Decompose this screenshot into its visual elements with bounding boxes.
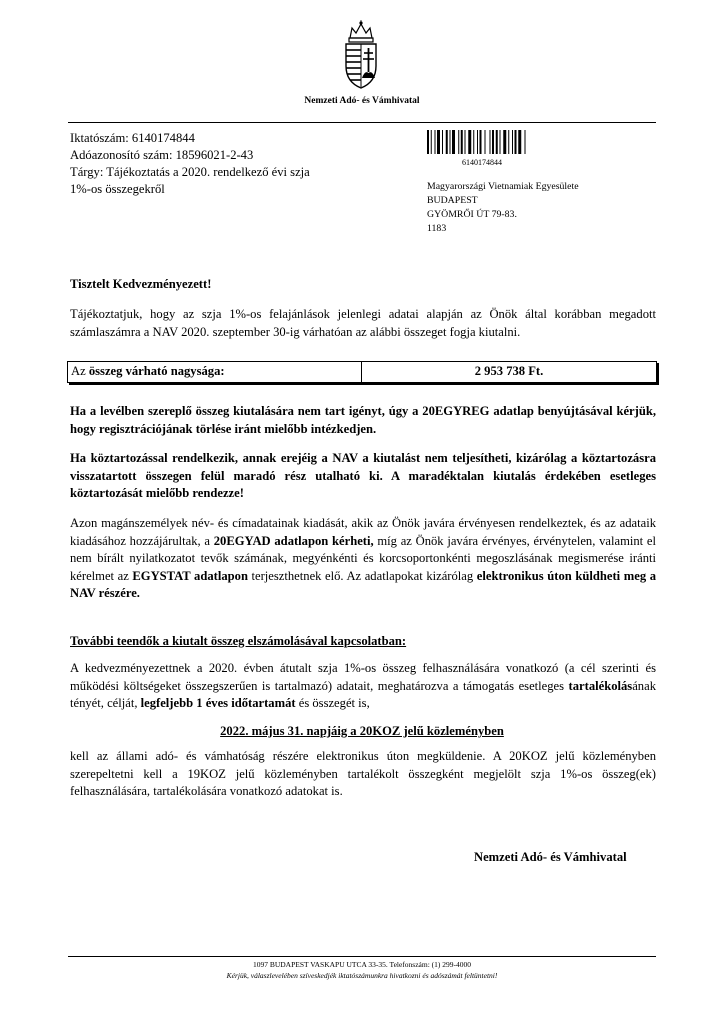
tax-id: Adóazonosító szám: 18596021-2-43 [70,148,254,162]
duty-text-3: és összegét is, [295,696,370,711]
data-bold-1: 20EGYAD adatlapon kérheti, [213,533,374,548]
duty-text-1: A kedvezményezettnek a 2020. évben átutalt szja 1%-os összeg felhasználására vonatkozó (a cél szerinti és működési költségeket összegszerűen is tartalmazó) adatait, meghatározva a támogatás esetleges [70,661,656,693]
deadline-line: 2022. május 31. napjáig a 20KOZ jelű közleményben [220,724,504,738]
section-subheading: További teendők a kiutalt összeg elszámolásával kapcsolatban: [70,634,407,648]
intro-paragraph: Tájékoztatjuk, hogy az szja 1%-os felajánlások jelenlegi adatai alapján az Önök által korábban megadott számlaszámra a NAV 2020. szeptember 30-ig várhatóan az alábbi összeget fogja kiutalni. [70,307,656,339]
document-metadata [70,130,360,198]
amount-label-prefix: Az [71,364,89,378]
data-bold-3: elektronikus úton küldheti meg a NAV részére. [70,568,656,601]
data-bold-2: EGYSTAT adatlapon [132,568,248,583]
header-divider [68,122,656,123]
subject-line-2: 1%-os összegekről [70,182,165,196]
duty-bold-1: tartalékolás [568,678,633,693]
footer-note: Kérjük, válaszlevelében szíveskedjék iktatószámunkra hivatkozni és adószámát feltüntetni! [226,971,498,980]
data-text-2: míg az Önök javára érvényes, érvénytelen, valamint el nem bírált nyilatkozatot tevők számának, megyénkénti és korcsoportonkénti megoszlásának megismerése iránti kérelmet az [70,533,656,583]
footer-divider [68,956,656,957]
filing-number: Iktatószám: 6140174844 [70,131,195,145]
public-debt-paragraph: Ha köztartozással rendelkezik, annak erejéig a NAV a kiutalást nem teljesítheti, kizárólag a köztartozásra visszatartott összegen felül maradó rész utalható ki. A maradéktalan kiutalás érdekében esetleges köztartozását mielőbb rendezze! [70,451,656,501]
amount-box [67,361,657,383]
signature: Nemzeti Adó- és Vámhivatal [474,850,627,864]
data-text-3: terjeszthetnek elő. Az adatlapokat kizárólag [247,568,477,583]
amount-label-bold: összeg várható nagysága: [88,364,225,378]
amount-value: 2 953 738 Ft. [474,364,544,378]
duty-bold-2: legfeljebb 1 éves időtartamát [140,696,296,711]
amount-label [68,362,362,382]
recipient-address [427,180,579,236]
recipient-name: Magyarországi Vietnamiak Egyesülete [427,181,579,192]
data-request-paragraph [70,515,656,603]
duty-text-2: ának tényét, célját, [70,678,656,711]
accounting-paragraph [70,660,656,713]
salutation: Tisztelt Kedvezményezett! [70,277,212,291]
submission-paragraph: kell az állami adó- és vámhatóság részére elektronikus úton megküldenie. A 20KOZ jelű közleményben szerepeltetni kell a 19KOZ jelű közleményben tartalékolt összegként megjelölt szja 1%-os összeg(ek) felhasználására, tartalékolására vonatkozó adatokat is. [70,749,656,799]
agency-header: Nemzeti Adó- és Vámhivatal [304,96,420,106]
coat-of-arms-icon [338,20,384,90]
recipient-zip: 1183 [427,223,447,234]
barcode-number: 6140174844 [462,158,502,167]
recipient-city: BUDAPEST [427,195,478,206]
recipient-street: GYÖMRŐI ÚT 79-83. [427,209,517,220]
data-text-1: Azon magánszemélyek név- és címadatainak kiadását, akik az Önök javára érvényesen rendelkeztek, és az adataik kiadásához hozzájárultak, a [70,516,656,548]
footer-address: 1097 BUDAPEST VASKAPU UTCA 33-35. Telefonszám: (1) 299-4000 [252,960,472,969]
barcode-icon [427,130,553,154]
subject-line-1: Tárgy: Tájékoztatás a 2020. rendelkező évi szja [70,165,310,179]
no-claim-paragraph: Ha a levélben szereplő összeg kiutalására nem tart igényt, úgy a 20EGYREG adatlap benyújtásával kérjük, hogy regisztrációjának törlése iránt mielőbb intézkedjen. [70,404,656,436]
